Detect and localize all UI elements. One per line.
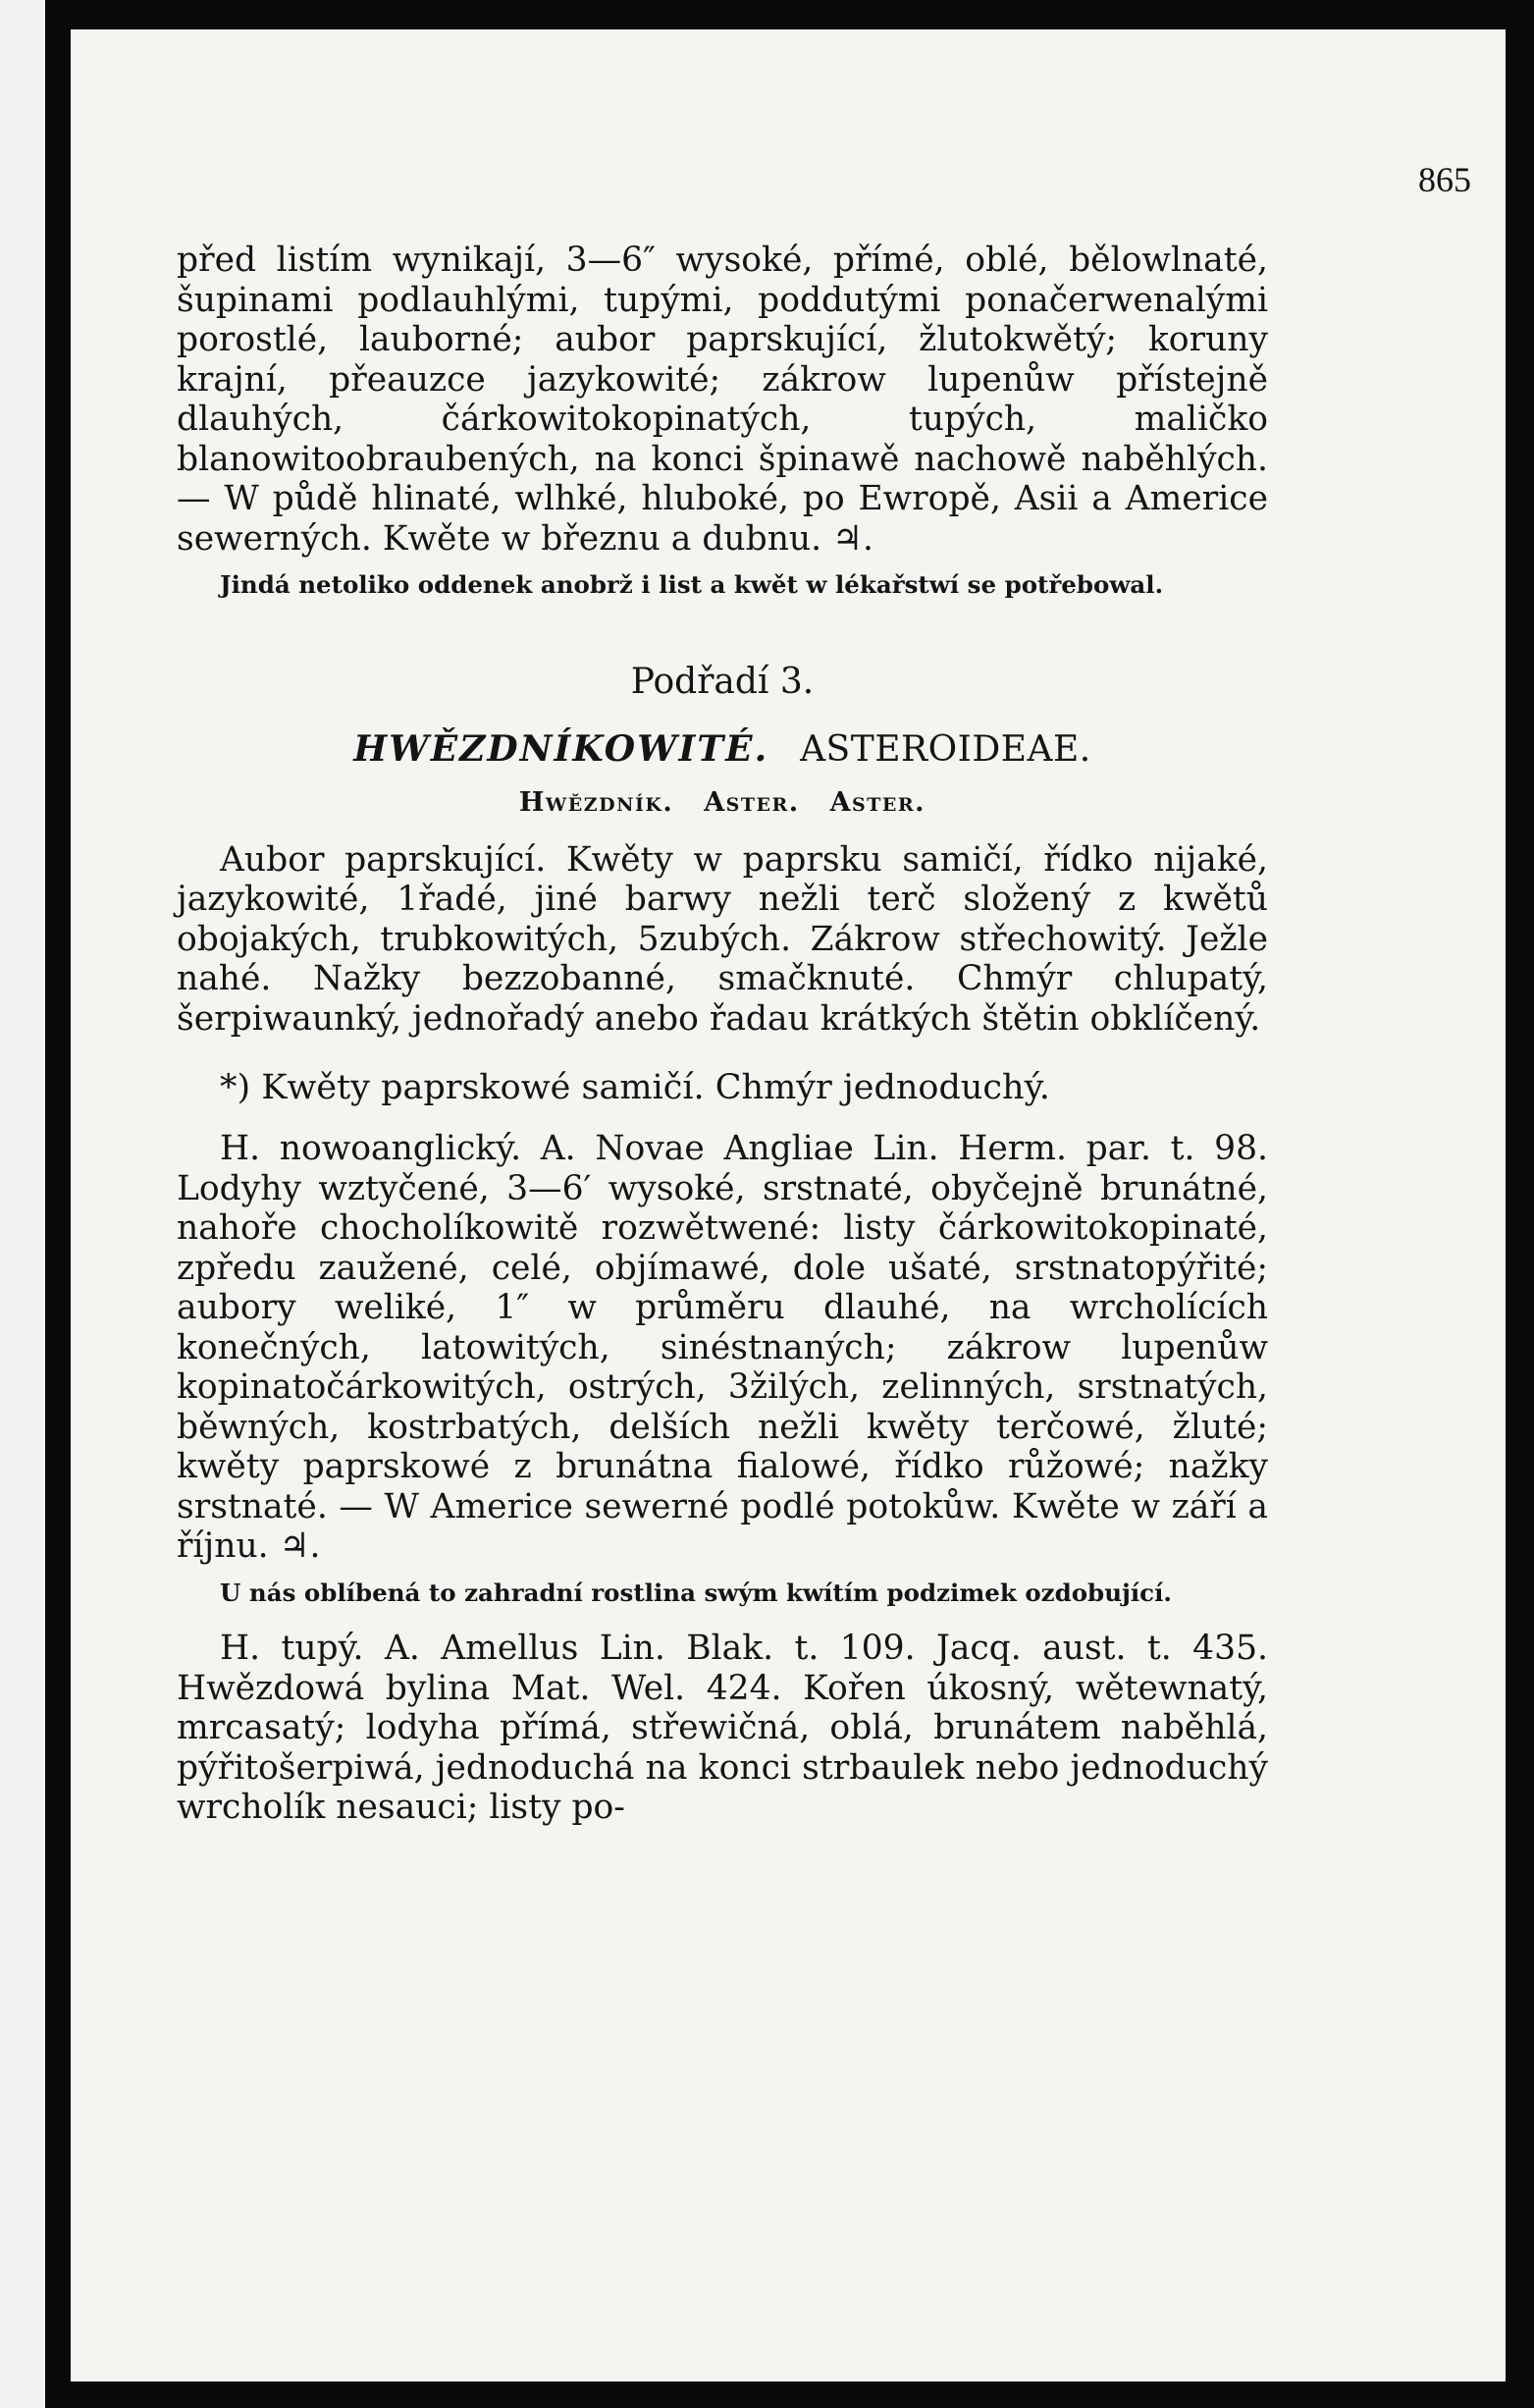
genus-heading xyxy=(177,787,1268,819)
suborder-heading: Podřadí 3. xyxy=(630,661,815,702)
genus-name-latin: Aster. xyxy=(704,786,800,818)
footnote-garden: U nás oblíbená to zahradní rostlina swým kwítím podzimek ozdobující. xyxy=(220,1578,1172,1607)
footnote-medicinal: Jindá netoliko oddenek anobrž i list a kwět w lékařstwí se potřebowal. xyxy=(220,570,1164,599)
species-entry-novae-angliae: H. nowoanglický. A. Novae Angliae Lin. Herm. par. t. 98. Lodyhy wztyčené, 3—6′ wysoké, srstnaté, obyčejně brunátné, nahoře chocholíkowitě rozwětwené: listy čárkowitokopinaté, zpředu zaužené, celé, objímawé, dole ušaté, srstnatopýřité; aubory weliké, 1″ w průměru dlauhé, na wrcholících konečných, latowitých, sinéstnaných; zákrow lupenůw kopinatočárkowitých, ostrých, 3žilých, zelinných, srstnatých, běwných, kostrbatých, delších nežli kwěty terčowé, žluté; kwěty paprskowé z brunátna fialowé, řídko růžowé; nažky srstnaté. — W Americe sewerné podlé potokůw. Kwěte w září a říjnu. ♃. xyxy=(177,1129,1268,1566)
genus-description: Aubor paprskující. Kwěty w paprsku samičí, řídko nijaké, jazykowité, 1řadé, jiné barwy nežli terč složený z kwětů obojakých, trubkowitých, 5zubých. Zákrow střechowitý. Ježle nahé. Nažky bezzobanné, smačknuté. Chmýr chlupatý, šerpiwaunký, jednořadý anebo řadau krátkých štětin obklíčený. xyxy=(177,839,1268,1039)
family-name-czech: HWĚZDNÍKOWITÉ. xyxy=(353,727,769,770)
adjacent-page-edge xyxy=(0,0,45,2408)
paragraph-continued: před listím wynikají, 3—6″ wysoké, přímé, oblé, bělowlnaté, šupinami podlauhlými, tupými, poddutými ponačerwenalými porostlé, lauborné; aubor paprskující, žlutokwětý; koruny krajní, přeauzce jazykowité; zákrow lupenůw přístejně dlauhých, čárkowitokopinatých, tupých, maličko blanowitoobraubených, na konci špinawě nachowě naběhlých. — W půdě hlinaté, wlhké, hluboké, po Ewropě, Asii a Americe sewerných. Kwěte w březnu a dubnu. ♃. xyxy=(177,241,1268,559)
species-entry-amellus: H. tupý. A. Amellus Lin. Blak. t. 109. Jacq. aust. t. 435. Hwězdowá bylina Mat. Wel. 424. Kořen úkosný, wětewnatý, mrcasatý; lodyha přímá, střewičná, oblá, brunátem naběhlá, pýřitošerpiwá, jednoduchá na konci strbaulek nebo jednoduchý wrcholík nesauci; listy po- xyxy=(177,1629,1268,1827)
subsection-heading: *) Kwěty paprskowé samičí. Chmýr jednoduchý. xyxy=(220,1068,1050,1107)
genus-name-czech: Hwězdník. xyxy=(518,786,674,818)
page-body xyxy=(177,241,1268,1828)
page-number: 865 xyxy=(1418,160,1471,199)
genus-name-latin-2: Aster. xyxy=(829,786,926,818)
family-heading xyxy=(177,729,1268,770)
book-page xyxy=(71,29,1506,2381)
family-name-latin: ASTEROIDEAE. xyxy=(800,728,1091,770)
